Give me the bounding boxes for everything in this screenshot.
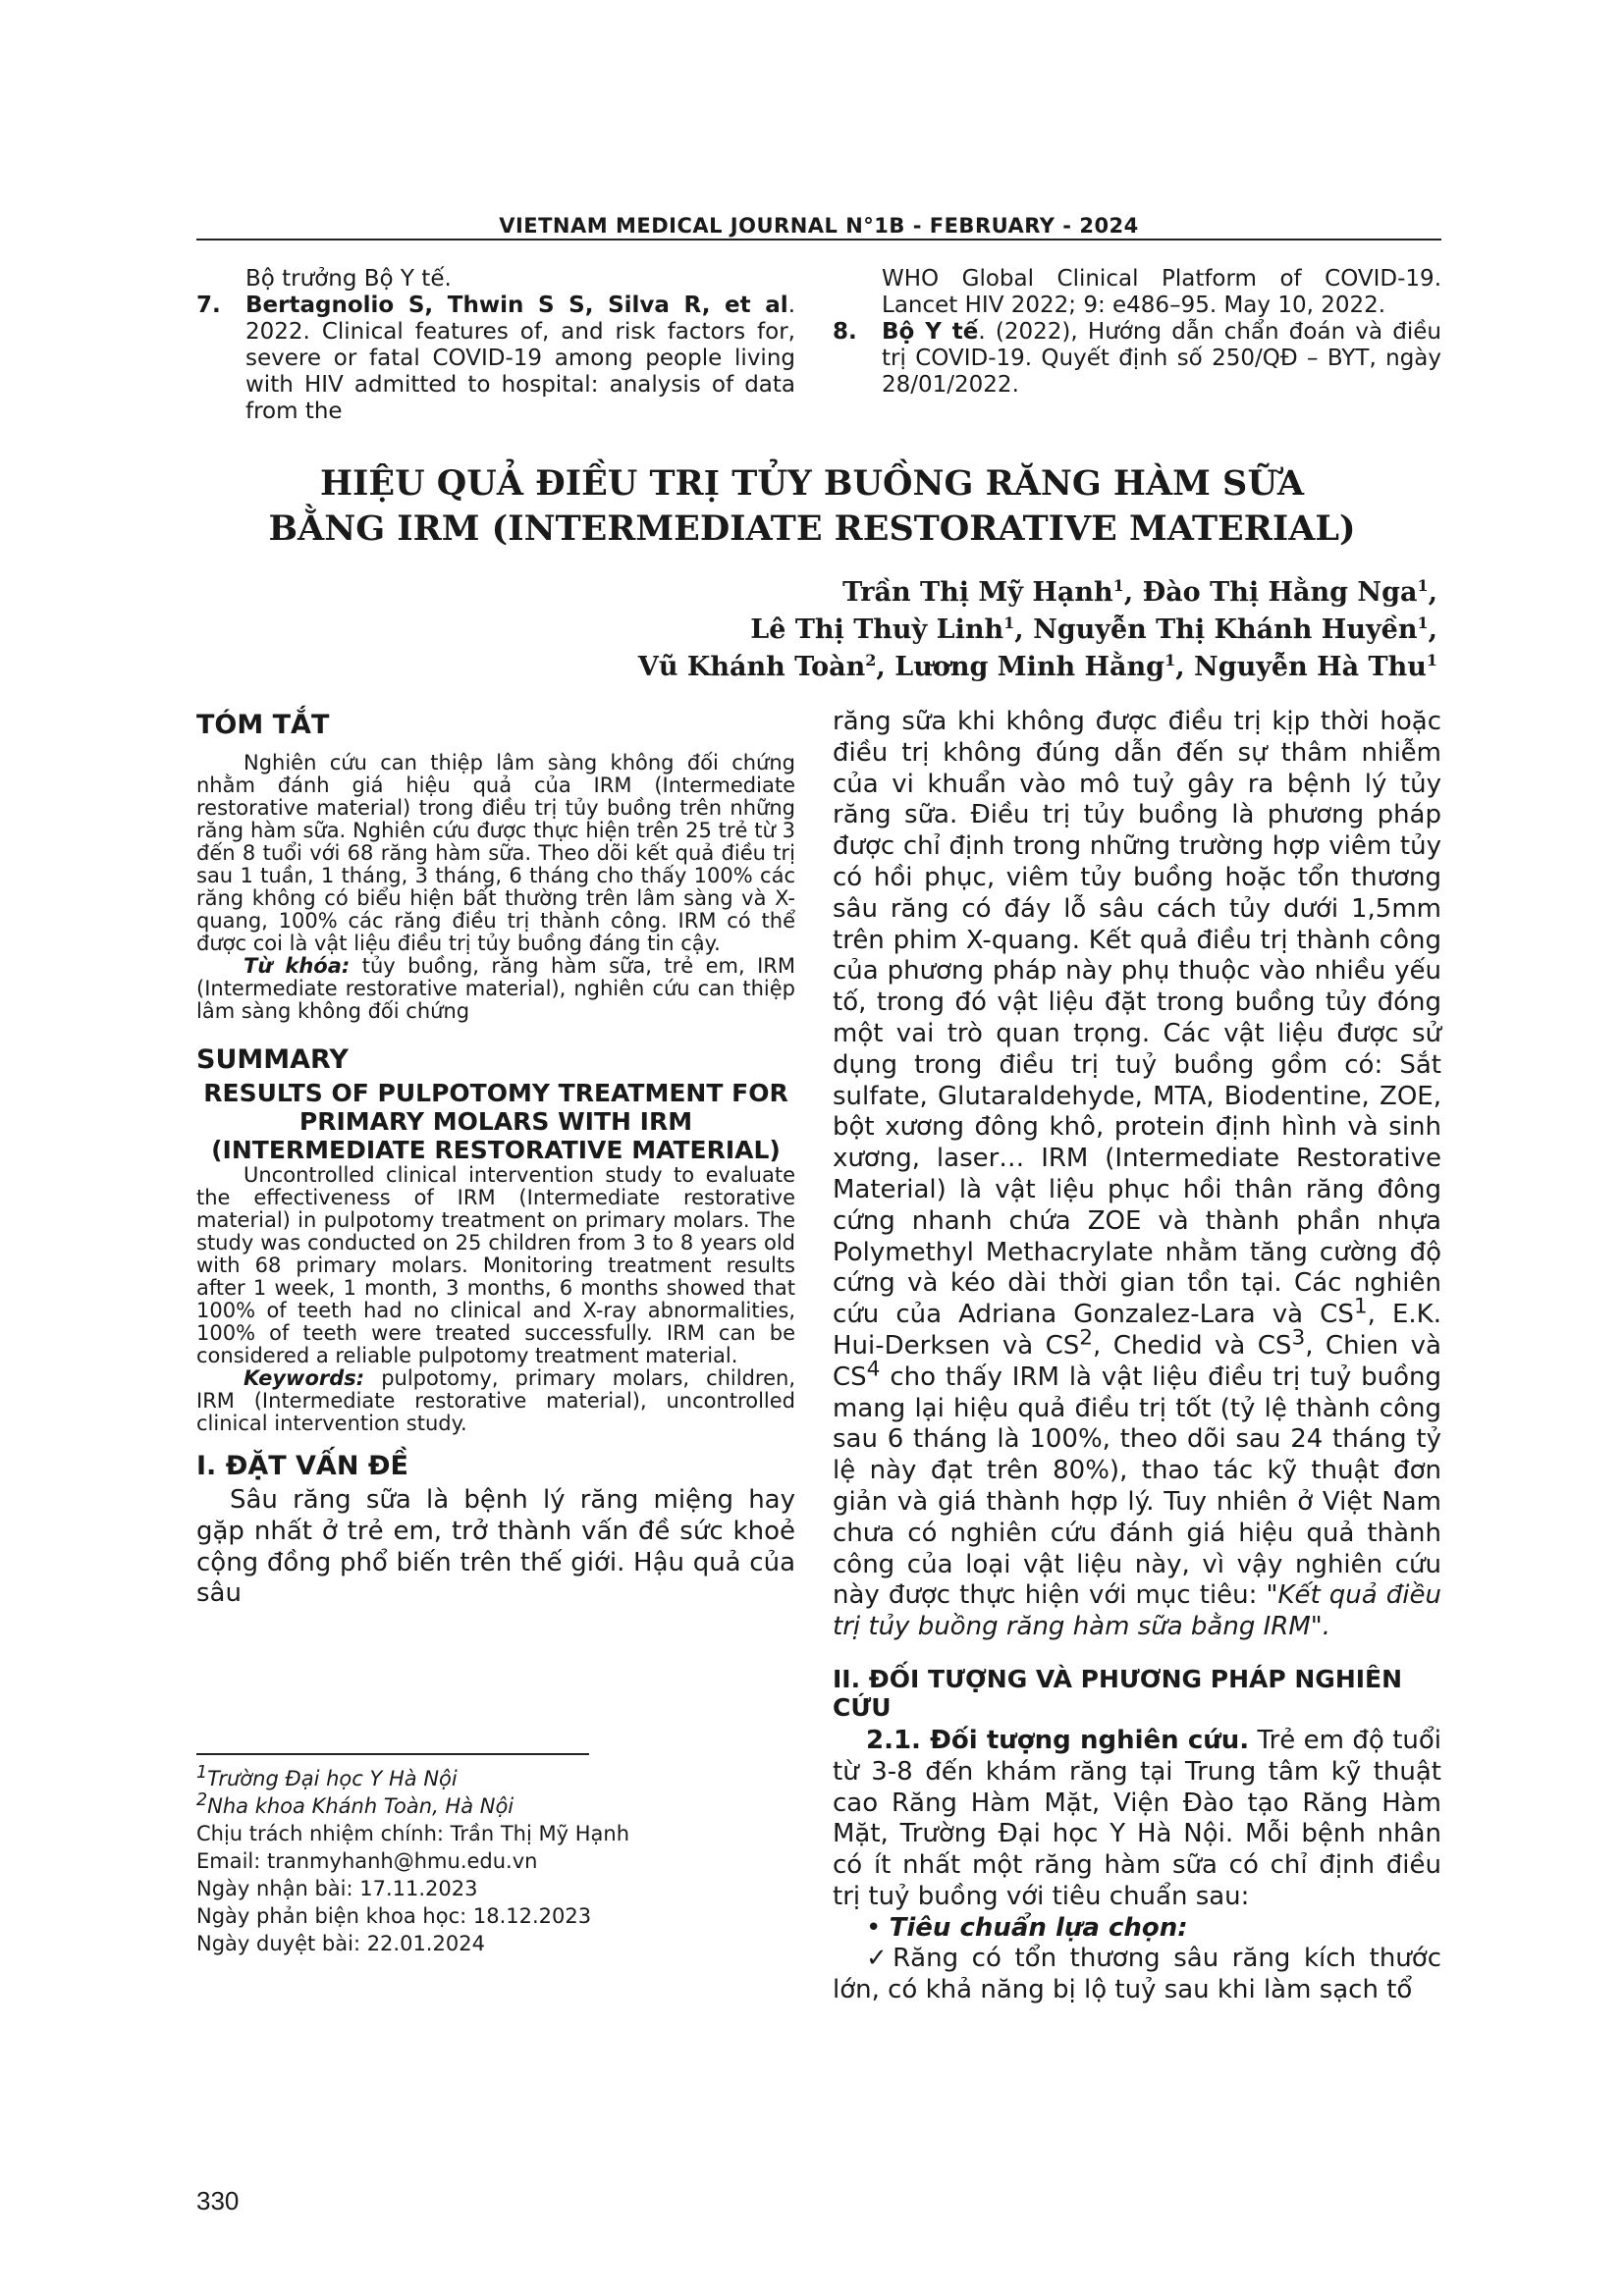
ref-carry-right: WHO Global Clinical Platform of COVID-19. Lancet HIV 2022; 9: e486–95. May 10, 2022. — [882, 266, 1441, 318]
tomtat-keywords: Từ khóa: tủy buồng, răng hàm sữa, trẻ em, IRM (Intermediate restorative material), nghiên cứu can thiệp lâm sàng không đối chứng — [196, 954, 795, 1023]
date-reviewed: Ngày phản biện khoa học: 18.12.2023 — [196, 1904, 592, 1928]
ref-text: . 2022. Clinical features of, and risk factors for, severe or fatal COVID-19 among people living with HIV admitted to hospital: analysis of data from the — [245, 293, 795, 424]
section-2-1: 2.1. Đối tượng nghiên cứu. Trẻ em độ tuổi từ 3-8 đến khám răng tại Trung tâm kỹ thuật cao Răng Hàm Mặt, Viện Đào tạo Răng Hàm Mặt, Trường Đại học Y Hà Nội. Mỗi bệnh nhân có ít nhất một răng hàm sữa có chỉ định điều trị tuỷ buồng với tiêu chuẩn sau: — [833, 1725, 1441, 1911]
ref-text: . (2022), Hướng dẫn chẩn đoán và điều trị COVID-19. Quyết định số 250/QĐ – BYT, ngày 28/01/2022. — [882, 319, 1441, 398]
header-rule — [196, 239, 1441, 240]
ref-authors: Bertagnolio S, Thwin S S, Silva R, et al — [245, 293, 788, 318]
affiliation-2: Nha khoa Khánh Toàn, Hà Nội — [207, 1794, 514, 1818]
section-2-heading: II. ĐỐI TƯỢNG VÀ PHƯƠNG PHÁP NGHIÊN CỨU — [833, 1664, 1403, 1722]
criteria-item: ✓Răng có tổn thương sâu răng kích thước lớn, có khả năng bị lộ tuỷ sau khi làm sạch tổ — [833, 1944, 1441, 2005]
summary-title: RESULTS OF PULPOTOMY TREATMENT FOR PRIMARY MOLARS WITH IRM (INTERMEDIATE RESTORATIVE MATERIAL) — [203, 1079, 788, 1164]
summary-keywords: Keywords: pulpotomy, primary molars, children, IRM (Intermediate restorative material), uncontrolled clinical intervention study. — [196, 1366, 795, 1435]
date-approved: Ngày duyệt bài: 22.01.2024 — [196, 1932, 485, 1955]
author: Trần Thị Mỹ Hạnh — [842, 577, 1113, 608]
email: Email: tranmyhanh@hmu.edu.vn — [196, 1849, 538, 1873]
reference-7 — [196, 293, 795, 425]
page-number: 330 — [196, 2186, 240, 2216]
ref-authors: Bộ Y tế — [882, 319, 979, 345]
right-column — [833, 707, 1441, 2006]
summary-heading: SUMMARY — [196, 1044, 349, 1075]
references-right — [833, 266, 1441, 399]
author: Lê Thị Thuỳ Linh — [750, 614, 1004, 645]
checkmark-icon: ✓ — [866, 1944, 893, 1974]
corresponding-author: Chịu trách nhiệm chính: Trần Thị Mỹ Hạnh — [196, 1822, 629, 1845]
section-1-paragraph-left: Sâu răng sữa là bệnh lý răng miệng hay gặp nhất ở trẻ em, trở thành vấn đề sức khoẻ cộng đồng phổ biến trên thế giới. Hậu quả của sâu — [196, 1485, 795, 1609]
author: Nguyễn Hà Thu — [1194, 652, 1427, 682]
tomtat-heading: TÓM TẮT — [196, 710, 330, 740]
title-line-2: BẰNG IRM (INTERMEDIATE RESTORATIVE MATERIAL) — [268, 508, 1356, 549]
author: Đào Thị Hằng Nga — [1142, 577, 1418, 608]
ref-number: 8. — [833, 319, 857, 345]
summary-paragraph: Uncontrolled clinical intervention study to evaluate the effectiveness of IRM (Intermediate restorative material) in pulpotomy treatment on primary molars. The study was conducted on 25 children from 3 to 8 years old with 68 primary molars. Monitoring treatment results after 1 week, 1 month, 3 months, 6 months showed that 100% of teeth had no clinical and X-ray abnormalities, 100% of teeth were treated successfully. IRM can be considered a reliable pulpotomy treatment material. — [196, 1163, 795, 1367]
references-left — [196, 266, 795, 425]
section-1-paragraph-right: răng sữa khi không được điều trị kịp thời hoặc điều trị không đúng dẫn đến sự thâm nhiễm của vi khuẩn vào mô tuỷ gây ra bệnh lý tủy răng sữa. Điều trị tủy buồng là phương pháp được chỉ định trong những trường hợp viêm tủy có hồi phục, viêm tủy buồng hoặc tổn thương sâu răng có đáy lỗ sâu cách tủy dưới 1,5mm trên phim X-quang. Kết quả điều trị thành công của phương pháp này phụ thuộc vào nhiều yếu tố, trong đó vật liệu đặt trong buồng tủy đóng một vai trò quan trọng. Các vật liệu được sử dụng trong điều trị tuỷ buồng gồm có: Sắt sulfate, Glutaraldehyde, MTA, Biodentine, ZOE, bột xương đông khô, protein định hình và sinh xương, laser… IRM (Intermediate Restorative Material) là vật liệu phục hồi thân răng đông cứng nhanh chứa ZOE và thành phần nhựa Polymethyl Methacrylate nhằm tăng cường độ cứng và kéo dài thời gian tồn tại. Các nghiên cứu của Adriana Gonzalez-Lara và $CS^1$, E.K. Hui-Derksen và $CS^2$, Chedid và $CS^3$, Chien và $CS^4$ cho thấy IRM là vật liệu điều trị tuỷ buồng mang lại hiệu quả điều trị tốt (tỷ lệ thành công sau 6 tháng là 100%, theo dõi sau 24 tháng tỷ lệ này đạt trên 80%), thao tác kỹ thuật đơn giản và giá thành hợp lý. Tuy nhiên ở Việt Nam chưa có nghiên cứu đánh giá hiệu quả thành công của loại vật liệu này, vì vậy nghiên cứu này được thực hiện với mục tiêu: "Kết quả điều trị tủy buồng răng hàm sữa bằng IRM". — [833, 707, 1441, 1642]
selection-criteria-bullet: • Tiêu chuẩn lựa chọn: — [866, 1912, 1188, 1943]
reference-8 — [833, 319, 1441, 399]
author: Vũ Khánh Toàn — [637, 652, 866, 682]
left-column — [196, 710, 795, 1610]
title-line-1: HIỆU QUẢ ĐIỀU TRỊ TỦY BUỒNG RĂNG HÀM SỮA — [319, 463, 1305, 504]
author: Lương Minh Hằng — [894, 652, 1165, 682]
author: Nguyễn Thị Khánh Huyền — [1033, 614, 1418, 645]
ref-carry-left: Bộ trưởng Bộ Y tế. — [245, 266, 452, 292]
author-list: Trần Thị Mỹ Hạnh$^1$, Đào Thị Hằng Nga$^1$, Lê Thị Thuỳ Linh$^1$, Nguyễn Thị Khánh Huyền$^1$, Vũ Khánh Toàn$^2$, Lương Minh Hằng$^1$, Nguyễn Hà Thu$^1$ — [637, 576, 1437, 682]
journal-header: VIETNAM MEDICAL JOURNAL N°1B - FEBRUARY - 2024 — [499, 214, 1139, 238]
date-received: Ngày nhận bài: 17.11.2023 — [196, 1877, 478, 1900]
tomtat-paragraph: Nghiên cứu can thiệp lâm sàng không đối chứng nhằm đánh giá hiệu quả của IRM (Intermediate restorative material) trong điều trị tủy buồng trên những răng hàm sữa. Nghiên cứu được thực hiện trên 25 trẻ từ 3 đến 8 tuổi với 68 răng hàm sữa. Theo dõi kết quả điều trị sau 1 tuần, 1 tháng, 3 tháng, 6 tháng cho thấy 100% các răng không có biểu hiện bất thường trên lâm sàng và X-quang, 100% các răng điều trị thành công. IRM có thể được coi là vật liệu điều trị tủy buồng đáng tin cậy. — [196, 751, 795, 955]
section-1-heading: I. ĐẶT VẤN ĐỀ — [196, 1451, 408, 1481]
ref-number: 7. — [196, 293, 221, 318]
footnotes: $^1$Trường Đại học Y Hà Nội $^2$Nha khoa Khánh Toàn, Hà Nội Chịu trách nhiệm chính: Trần Thị Mỹ Hạnh Email: tranmyhanh@hmu.edu.vn Ngày nhận bài: 17.11.2023 Ngày phản biện khoa học: 18.12.2023 Ngày duyệt bài: 22.01.2024 — [196, 1765, 805, 1957]
study-objective: "Kết quả điều trị tủy buồng răng hàm sữa bằng IRM". — [833, 1580, 1441, 1642]
footnote-rule — [196, 1753, 589, 1755]
article-title — [0, 461, 1624, 552]
affiliation-1: Trường Đại học Y Hà Nội — [207, 1767, 458, 1790]
bullet-icon: • — [866, 1912, 890, 1943]
